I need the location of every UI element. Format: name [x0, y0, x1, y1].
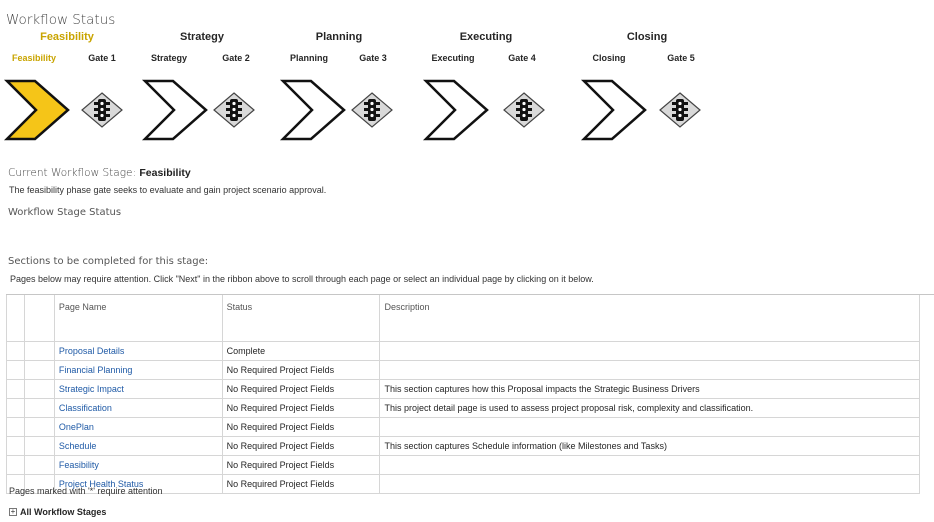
description-cell: [380, 455, 920, 474]
status-cell: No Required Project Fields: [222, 474, 380, 493]
step-label-closing: Closing: [592, 53, 626, 63]
page-name-cell: [54, 379, 222, 398]
sections-hint: Pages below may require attention. Click "Next" in the ribbon above to scroll through each page or select an individual page by clicking on it below.: [10, 274, 594, 284]
page-link[interactable]: Project Health Status: [58, 478, 144, 489]
page-name-cell: [54, 455, 222, 474]
page-link[interactable]: Proposal Details: [58, 345, 125, 356]
gate-label-1: Gate 1: [88, 53, 116, 63]
table-row[interactable]: [7, 379, 920, 398]
gate-1-icon[interactable]: [80, 92, 124, 128]
phase-name-planning: Planning: [315, 31, 363, 43]
description-cell: [380, 417, 920, 436]
table-row[interactable]: [7, 398, 920, 417]
description-cell: [380, 360, 920, 379]
row-indicator: [24, 417, 54, 436]
row-spacer: [7, 379, 25, 398]
page-link[interactable]: Classification: [58, 402, 112, 413]
table-header-row: [7, 295, 920, 341]
page-name-cell: [54, 417, 222, 436]
table-row[interactable]: [7, 341, 920, 360]
stage-status-heading: Workflow Stage Status: [8, 207, 122, 218]
all-workflow-stages-label: All Workflow Stages: [20, 507, 107, 517]
status-cell: No Required Project Fields: [222, 417, 380, 436]
sections-table-container[interactable]: [6, 294, 934, 489]
row-indicator: [24, 379, 54, 398]
page-link[interactable]: Strategic Impact: [58, 383, 124, 394]
status-cell: No Required Project Fields: [222, 398, 380, 417]
status-cell: No Required Project Fields: [222, 455, 380, 474]
column-header-description[interactable]: Description: [380, 295, 920, 341]
phase-name-executing: Executing: [459, 31, 513, 43]
gate-label-5: Gate 5: [667, 53, 695, 63]
description-cell: [380, 474, 920, 493]
row-indicator: [24, 341, 54, 360]
page-link[interactable]: Feasibility: [58, 459, 99, 470]
current-stage: [8, 167, 191, 179]
gate-3-icon[interactable]: [350, 92, 394, 128]
row-indicator: [24, 436, 54, 455]
description-cell: This section captures how this Proposal impacts the Strategic Business Drivers: [380, 379, 920, 398]
table-row[interactable]: [7, 436, 920, 455]
row-spacer: [7, 436, 25, 455]
column-header-status[interactable]: Status: [222, 295, 380, 341]
page-link[interactable]: OnePlan: [58, 421, 94, 432]
table-row[interactable]: [7, 417, 920, 436]
stage-chevron-feasibility[interactable]: [5, 79, 71, 141]
gate-5-icon[interactable]: [658, 92, 702, 128]
phase-name-closing: Closing: [626, 31, 668, 43]
current-stage-label: Current Workflow Stage:: [8, 167, 140, 179]
step-label-strategy: Strategy: [150, 53, 187, 63]
phase-name-strategy: Strategy: [179, 31, 225, 43]
row-indicator: [24, 360, 54, 379]
gate-4-icon[interactable]: [502, 92, 546, 128]
row-spacer: [7, 455, 25, 474]
table-header-indicator: [24, 295, 54, 341]
status-cell: No Required Project Fields: [222, 360, 380, 379]
expand-icon[interactable]: +: [10, 507, 16, 516]
stage-chevron-closing[interactable]: [582, 79, 648, 141]
sections-heading: Sections to be completed for this stage:: [8, 256, 209, 267]
all-workflow-stages-toggle[interactable]: [9, 507, 106, 517]
description-cell: This section captures Schedule information (like Milestones and Tasks): [380, 436, 920, 455]
gate-label-4: Gate 4: [508, 53, 536, 63]
gate-label-2: Gate 2: [222, 53, 250, 63]
sections-table: [6, 295, 920, 494]
stage-chevron-planning[interactable]: [281, 79, 347, 141]
current-stage-value: Feasibility: [139, 167, 191, 179]
table-header-spacer: [7, 295, 25, 341]
step-label-feasibility: Feasibility: [11, 53, 56, 63]
page-link[interactable]: Schedule: [58, 440, 97, 451]
step-label-executing: Executing: [431, 53, 475, 63]
description-cell: [380, 341, 920, 360]
row-indicator: [24, 455, 54, 474]
attention-footnote: Pages marked with '*' require attention: [9, 486, 163, 496]
page-name-cell: [54, 398, 222, 417]
gate-2-icon[interactable]: [212, 92, 256, 128]
page-name-cell: [54, 341, 222, 360]
page-name-cell: [54, 436, 222, 455]
stage-chevron-strategy[interactable]: [143, 79, 209, 141]
row-spacer: [7, 341, 25, 360]
stage-chevron-executing[interactable]: [424, 79, 490, 141]
row-spacer: [7, 360, 25, 379]
table-row[interactable]: [7, 455, 920, 474]
row-spacer: [7, 398, 25, 417]
column-header-page-name[interactable]: Page Name: [54, 295, 222, 341]
step-label-planning: Planning: [290, 53, 328, 63]
description-cell: This project detail page is used to assess project proposal risk, complexity and classification.: [380, 398, 920, 417]
phase-name-feasibility: Feasibility: [40, 31, 94, 43]
row-spacer: [7, 417, 25, 436]
table-row[interactable]: [7, 360, 920, 379]
page-link[interactable]: Financial Planning: [58, 364, 133, 375]
status-cell: No Required Project Fields: [222, 436, 380, 455]
row-indicator: [24, 398, 54, 417]
page-title: Workflow Status: [6, 12, 116, 28]
status-cell: No Required Project Fields: [222, 379, 380, 398]
stage-description: The feasibility phase gate seeks to evaluate and gain project scenario approval.: [9, 185, 327, 195]
status-cell: Complete: [222, 341, 380, 360]
page-name-cell: [54, 360, 222, 379]
gate-label-3: Gate 3: [359, 53, 387, 63]
